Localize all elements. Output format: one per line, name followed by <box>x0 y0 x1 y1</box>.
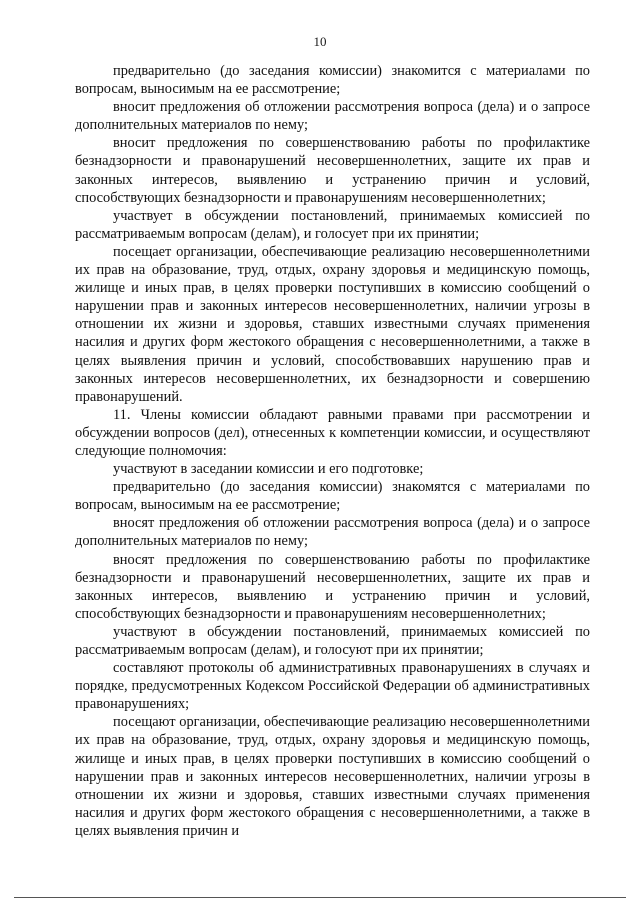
paragraph: вносят предложения об отложении рассмотрения вопроса (дела) и о запросе дополнительных материалов по нему; <box>75 515 590 550</box>
document-body <box>75 62 590 840</box>
paragraph: 11. Члены комиссии обладают равными правами при рассмотрении и обсуждении вопросов (дел), отнесенных к компетенции комиссии, и осуществляют следующие полномочия: <box>75 406 590 459</box>
paragraph: участвуют в обсуждении постановлений, принимаемых комиссией по рассматриваемым вопросам (делам), и голосуют при их принятии; <box>75 623 590 658</box>
paragraph: составляют протоколы об административных правонарушениях в случаях и порядке, предусмотренных Кодексом Российской Федерации об административных правонарушениях; <box>75 660 590 713</box>
paragraph: участвуют в заседании комиссии и его подготовке; <box>113 461 424 478</box>
paragraph: посещают организации, обеспечивающие реализацию несовершеннолетними их прав на образование, труд, отдых, охрану здоровья и медицинскую помощь, жилище и иных прав, в целях проверки поступивших в комиссию сообщений о нарушении прав и законных интересов несовершеннолетних, наличии угрозы в отношении их жизни и здоровья, ставших известными случаях применения насилия и других форм жестокого обращения с несовершеннолетними, а также в целях выявления причин и <box>75 714 590 839</box>
page-bottom-edge <box>14 897 626 898</box>
paragraph: участвует в обсуждении постановлений, принимаемых комиссией по рассматриваемым вопросам (делам), и голосует при их принятии; <box>75 207 590 242</box>
paragraph: вносит предложения по совершенствованию работы по профилактике безнадзорности и правонарушений несовершеннолетних, защите их прав и законных интересов, выявлению и устранению причин и условий, способствующих безнадзорности и правонарушениям несовершеннолетних; <box>75 135 590 206</box>
page-number: 10 <box>313 34 327 49</box>
paragraph: предварительно (до заседания комиссии) знакомятся с материалами по вопросам, выносимым на ее рассмотрение; <box>75 479 590 514</box>
paragraph: предварительно (до заседания комиссии) знакомится с материалами по вопросам, выносимым на ее рассмотрение; <box>75 63 590 98</box>
paragraph: вносит предложения об отложении рассмотрения вопроса (дела) и о запросе дополнительных материалов по нему; <box>75 99 590 134</box>
paragraph: вносят предложения по совершенствованию работы по профилактике безнадзорности и правонарушений несовершеннолетних, защите их прав и законных интересов, выявлению и устранению причин и условий, способствующих безнадзорности и правонарушениям несовершеннолетних; <box>75 551 590 622</box>
paragraph: посещает организации, обеспечивающие реализацию несовершеннолетними их прав на образование, труд, отдых, охрану здоровья и медицинскую помощь, жилище и иных прав, в целях проверки поступивших в комиссию сообщений о нарушении прав и законных интересов несовершеннолетних, наличии угрозы в отношении их жизни и здоровья, ставших известными случаях применения насилия и других форм жестокого обращения с несовершеннолетними, а также в целях выявления причин и условий, способствовавших нарушению прав и законных интересов несовершеннолетних, их безнадзорности и совершению правонарушений. <box>75 243 590 405</box>
